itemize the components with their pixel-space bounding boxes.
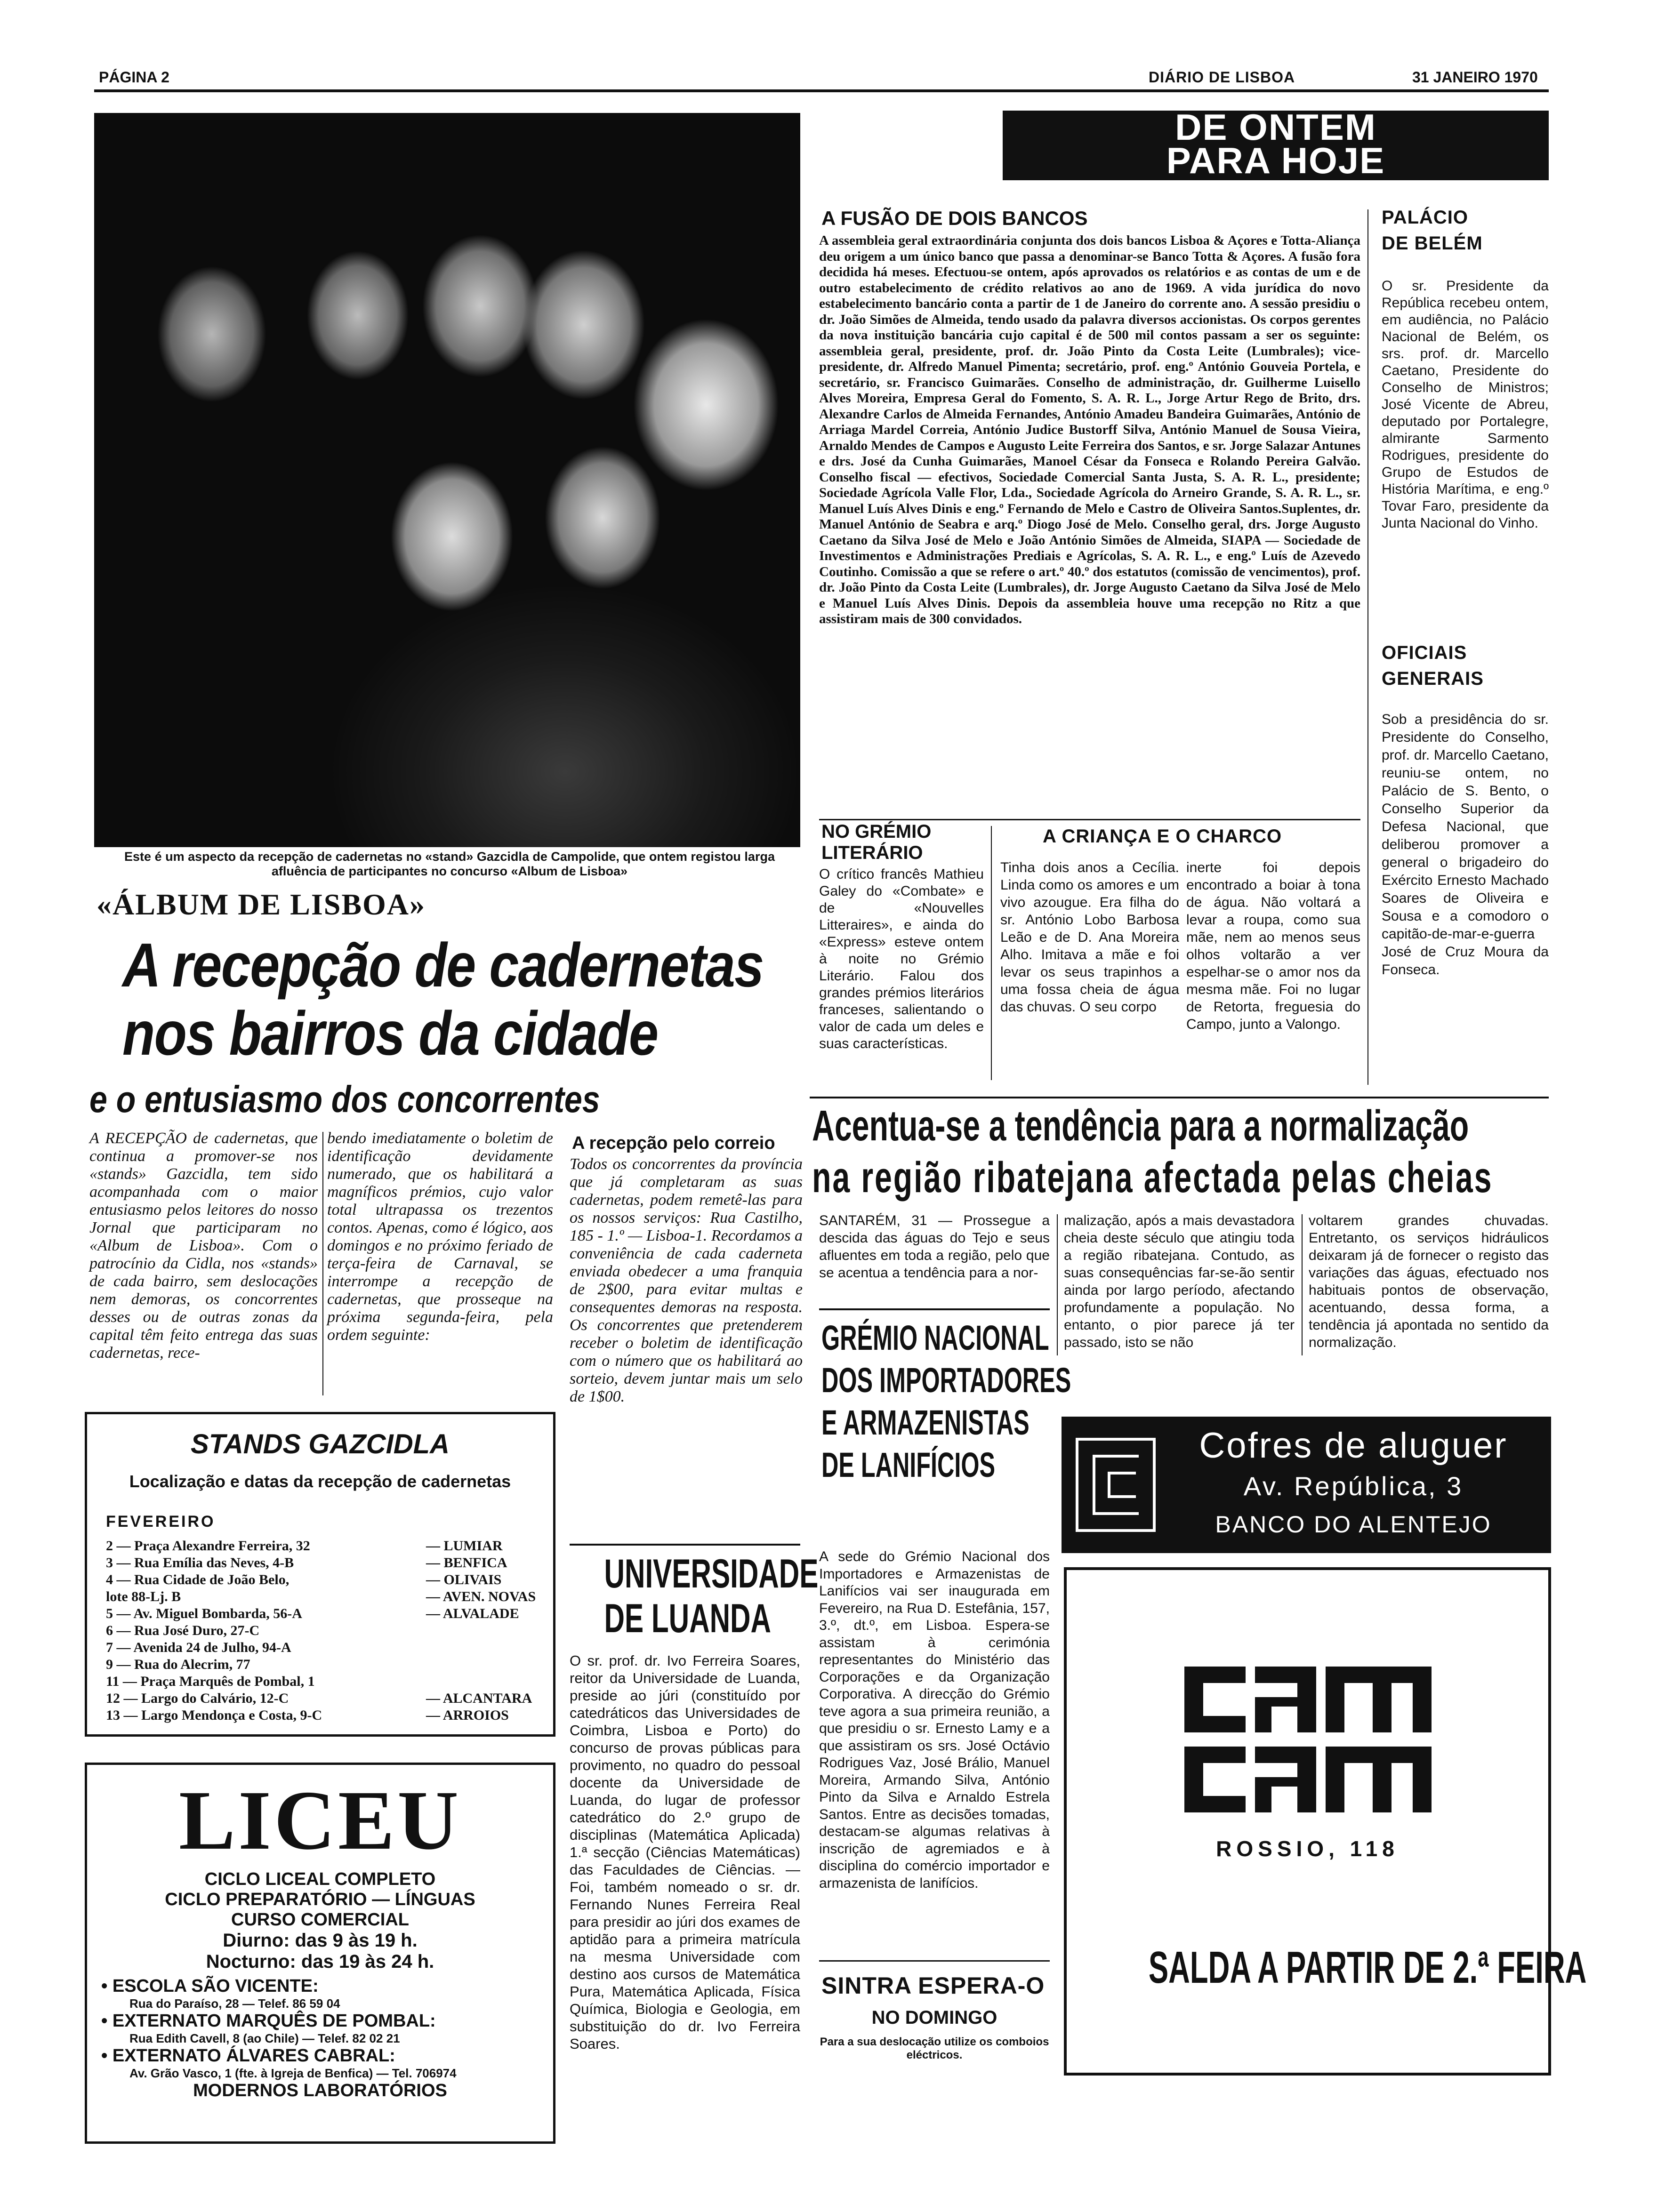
cheias-col-2: malização, após a mais devastadora cheia deste século que atingiu toda a região ribatejana. Contudo, as suas consequências far-se-ão sentir ainda por largo período, afectando profundamente a população. No entanto, o pior parece já ter passado, isto se não [1064, 1213, 1295, 1350]
gremio-lit-head-1: NO GRÉMIO [821, 821, 932, 842]
album-headline-2: nos bairros da cidade [122, 999, 658, 1068]
gremio-nac-head-3: E ARMAZENISTAS [821, 1403, 1030, 1442]
palacio-head-2: DE BELÉM [1382, 233, 1483, 254]
univ-rule [570, 1544, 800, 1546]
bancos-head: A FUSÃO DE DOIS BANCOS [821, 207, 1088, 229]
liceu-school-1: • ESCOLA SÃO VICENTE: [101, 1976, 319, 1996]
palacio-text: O sr. Presidente da República recebeu ontem, em audiência, no Palácio Nacional de Belém, os srs. prof. dr. Marcello Caetano, Presidente do Conselho de Ministros; José Vicente de Abreu, deputado por Portalegre, almirante Sarmento Rodrigues, presidente do Grupo de Estudos de História Marítima, e eng.º Tovar Faro, presidente da Junta Nacional do Vinho. [1382, 278, 1549, 531]
gremio-nac-head-2: DOS IMPORTADORES [821, 1361, 1071, 1400]
gremio-lit-col-rule [991, 826, 992, 1080]
univ-title-1: UNIVERSIDADE [604, 1551, 819, 1596]
liceu-title: LICEU [178, 1773, 462, 1867]
liceu-line-1: CICLO LICEAL COMPLETO [204, 1869, 436, 1889]
sintra-head: SINTRA ESPERA-O [821, 1972, 1045, 1999]
crianca-col-2: inerte foi depois encontrado a boiar à tona de água. Não voltará a levar a roupa, como sua mãe, nem ao menos seus olhos voltarão a ver espelhar-se o amor nos da mesma mãe. Foi no lugar de Retorta, freguesia do Campo, junto a Valongo. [1186, 860, 1360, 1032]
list-item: 7 — Avenida 24 de Julho, 94-A [106, 1640, 291, 1655]
list-item: 2 — Praça Alexandre Ferreira, 32 — LUMIAR [106, 1538, 503, 1554]
gremio-nac-head-1: GRÉMIO NACIONAL [821, 1318, 1049, 1357]
newspaper-name: DIÁRIO DE LISBOA [1149, 69, 1295, 86]
list-item: 5 — Av. Miguel Bombarda, 56-A — ALVALADE [106, 1606, 519, 1621]
album-subhead: e o entusiasmo dos concorrentes [89, 1078, 600, 1120]
list-item: 12 — Largo do Calvário, 12-C — ALCANTARA [106, 1691, 532, 1706]
issue-date: 31 JANEIRO 1970 [1412, 69, 1538, 86]
list-item: 9 — Rua do Alecrim, 77 [106, 1657, 250, 1672]
cofres-ad [1062, 1417, 1551, 1553]
album-headline-1: A recepção de cadernetas [122, 930, 764, 1000]
cancan-address: ROSSIO, 118 [1216, 1836, 1399, 1861]
cheias-col-3: voltarem grandes chuvadas. Entretanto, os serviços hidráulicos deixaram já de fornecer o registo das variações das águas, efectuado nos habituais pontos de observação, acentuando, dessa forma, a tendência já apontada no sentido da normalização. [1309, 1213, 1549, 1350]
gremio-nac-text: A sede do Grémio Nacional dos Importadores e Armazenistas de Lanifícios vai ser inaugurada em Fevereiro, na Rua D. Estefânia, 157, 3.º, dt.º, em Lisboa. Espera-se assistam à cerimónia representantes do Ministério das Corporações e da Organização Corporativa. A direcção do Grémio teve agora a sua primeira reunião, a que presidiu o sr. Ernesto Lamy e a que assistiram os srs. José Octávio Rodrigues Vaz, José Brálio, Manuel Moreira, Armando Silva, António Pinto da Silva e Arnaldo Estrela Santos. Entre as decisões tomadas, destacam-se algumas relativas à inscrição de agremiados e à disciplina do comércio importador e armazenista de lanifícios. [819, 1549, 1050, 1891]
ontem-banner-line-1: DE ONTEM [1175, 106, 1376, 148]
gremio-lit-head-2: LITERÁRIO [821, 842, 923, 863]
liceu-school-2: • EXTERNATO MARQUÊS DE POMBAL: [101, 2011, 436, 2031]
oficiais-head-2: GENERAIS [1382, 668, 1484, 689]
oficiais-text: Sob a presidência do sr. Presidente do Conselho, prof. dr. Marcello Caetano, reuniu-se ontem, no Palácio de S. Bento, o Conselho Superior da Defesa Nacional, que deliberou promover a general o brigadeiro do Exército Ernesto Machado Soares de Oliveira e Sousa e a comodoro o capitão-de-mar-e-guerra José de Cruz Moura da Fonseca. [1382, 712, 1549, 978]
crianca-head: A CRIANÇA E O CHARCO [1043, 826, 1282, 847]
univ-title-2: DE LUANDA [604, 1596, 772, 1641]
liceu-line-4: Diurno: das 9 às 19 h. [223, 1930, 418, 1951]
page-number: PÁGINA 2 [99, 69, 169, 86]
list-item: 13 — Largo Mendonça e Costa, 9-C — ARROIOS [106, 1707, 509, 1723]
cheias-col-rule-2 [1302, 1214, 1303, 1355]
list-item: 3 — Rua Emília das Neves, 4-B — BENFICA [106, 1555, 507, 1571]
liceu-line-3: CURSO COMERCIAL [231, 1910, 409, 1930]
cofres-line-2: Av. República, 3 [1243, 1471, 1464, 1501]
liceu-addr-1: Rua do Paraíso, 28 — Telef. 86 59 04 [129, 1996, 340, 2011]
cancan-logo [1184, 1667, 1432, 1824]
list-item: 11 — Praça Marquês de Pombal, 1 [106, 1674, 315, 1689]
liceu-addr-3: Av. Grão Vasco, 1 (fte. à Igreja de Benfica) — Tel. 706974 [129, 2066, 457, 2080]
ontem-banner [1003, 106, 1549, 181]
sintra-rule [819, 1960, 1050, 1962]
cheias-col-rule-1 [1057, 1214, 1058, 1355]
side-rule [1367, 209, 1368, 1085]
stands-list [106, 1538, 534, 1724]
cheias-col-1: SANTARÉM, 31 — Prossegue a descida das águas do Tejo e seus afluentes em toda a região, pelo que se acentua a tendência para a nor- [819, 1213, 1050, 1281]
univ-text: O sr. prof. dr. Ivo Ferreira Soares, reitor da Universidade de Luanda, preside ao júri (constituído por catedráticos das Universidades de Coimbra, Lisboa e Porto) do concurso de provas públicas para provimento, no quadro do pessoal docente da Universidade de Luanda, do lugar de professor catedrático do 2.º grupo de disciplinas (Matemática Aplicada) 1.ª secção (Ciências Matemáticas) das Faculdades de Ciências. — Foi, também nomeado o sr. dr. Fernando Nunes Ferreira Real para presidir ao júri dos exames de aptidão para a primeira matrícula na mesma Universidade com destino aos cursos de Matemática Pura, Matemática Aplicada, Física Química, Biologia e Geologia, em substituição do dr. Ivo Ferreira Soares. [570, 1652, 800, 2052]
cofres-line-3: BANCO DO ALENTEJO [1215, 1511, 1492, 1538]
album-col-2: bendo imediatamente o boletim de identificação devidamente numerado, que os habilitará a magníficos prémios, cujo valor total ultrapassa os trezentos contos. Apenas, como é lógico, aos domingos e no próximo feriado de terça-feira de Carnaval, se interrompe a recepção de cadernetas, que prosseque na próxima segunda-feira, pela ordem seguinte: [327, 1130, 553, 1344]
stands-month: FEVEREIRO [106, 1513, 216, 1531]
cofres-logo [1076, 1438, 1156, 1532]
col-rule [322, 1132, 323, 1395]
gremio-nac-rule [819, 1308, 1050, 1310]
list-item: lote 88-Lj. B — AVEN. NOVAS [106, 1589, 536, 1604]
liceu-line-2: CICLO PREPARATÓRIO — LÍNGUAS [165, 1890, 475, 1909]
cofres-line-1: Cofres de aluguer [1199, 1426, 1508, 1466]
list-item: 4 — Rua Cidade de João Belo, — OLIVAIS [106, 1572, 502, 1587]
stands-gazcidla-box [85, 1412, 555, 1737]
crianca-col-1: Tinha dois anos a Cecília. Linda como os amores e um vivo azougue. Era filha do sr. António Lobo Barbosa Leão e de D. Ana Moreira Alho. Imitava a mãe e foi levar os seus trapinhos a uma fossa cheia de água das chuvas. O seu corpo [1000, 860, 1179, 1015]
stands-title: STANDS GAZCIDLA [191, 1429, 450, 1459]
gremio-lit-text: O crítico francês Mathieu Galey do «Combate» e de «Nouvelles Litteraires», e ainda do «Express» esteve ontem à noite no Grémio Literário. Falou dos grandes prémios literários franceses, salientando o valor de cada um deles e suas características. [819, 866, 984, 1051]
cheias-headline-2: na região ribatejana afectada pelas cheias [812, 1154, 1493, 1202]
album-kicker: «ÁLBUM DE LISBOA» [97, 888, 426, 921]
mail-text: Todos os concorrentes da província que já completaram as suas cadernetas, podem remetê-las para os nossos serviços: Rua Castilho, 185 - 1.º — Lisboa-1. Recordamos a conveniência de cada caderneta enviada obedecer a uma franquia de 2$00, para evitar multas e consequentes demoras na resposta. Os concorrentes que pretenderem receber o boletim de identificação com o número que os habilitará ao sorteio, devem juntar mais um selo de 1$00. [570, 1155, 803, 1405]
liceu-ad [85, 1763, 555, 2144]
cancan-sale: SALDA A PARTIR DE 2.ª FEIRA [1148, 1942, 1587, 1993]
album-col-1: A RECEPÇÃO de cadernetas, que continua a promover-se nos «stands» Gazcidla, tem sido acompanhada com o maior entusiasmo pelos leitores do nosso Jornal que participaram no «Album de Lisboa». Com o patrocínio da Cidla, nos «stands» de cada bairro, sem deslocações nem demoras, os concorrentes desses ou de outras zonas da capital têm feito entrega das suas cadernetas, rece- [89, 1130, 318, 1362]
photo-caption: Este é um aspecto da recepção de cadernetas no «stand» Gazcidla de Campolide, que ontem registou larga afluência de participantes no concurso «Album de Lisboa» [124, 850, 775, 878]
sintra-sub: NO DOMINGO [871, 2007, 997, 2028]
liceu-line-5: Nocturno: das 19 às 24 h. [206, 1951, 434, 1972]
news-photo [94, 113, 800, 847]
liceu-school-3: • EXTERNATO ÁLVARES CABRAL: [101, 2046, 395, 2066]
ontem-banner-line-2: PARA HOJE [1166, 140, 1385, 181]
cancan-ad [1064, 1567, 1587, 2076]
cheias-headline-1: Acentua-se a tendência para a normalização [812, 1102, 1469, 1150]
gremio-nac-head-4: DE LANIFÍCIOS [821, 1445, 996, 1484]
palacio-head-1: PALÁCIO [1382, 207, 1469, 228]
cheias-rule-top [810, 1097, 1549, 1098]
stands-subtitle: Localização e datas da recepção de cadernetas [129, 1472, 511, 1491]
liceu-footer: MODERNOS LABORATÓRIOS [193, 2081, 447, 2100]
list-item: 6 — Rua José Duro, 27-C [106, 1623, 260, 1638]
liceu-addr-2: Rua Edith Cavell, 8 (ao Chile) — Telef. 82 02 21 [129, 2031, 400, 2045]
bancos-text: A assembleia geral extraordinária conjunta dos dois bancos Lisboa & Açores e Totta-Aliança deu origem a um único banco que passa a denominar-se Banco Totta & Açores. A fusão fora decidida há meses. Efectuou-se ontem, após aprovados os relatórios e as contas de um e de outro estabelecimento de crédito relativos ao ano de 1969. A vida jurídica do novo estabelecimento bancário conta a partir de 1 de Janeiro do corrente ano. A sessão presidiu o dr. João Simões de Almeida, tendo usado da palavra diversos accionistas. Os corpos gerentes da nova instituição bancária cujo capital é de 500 mil contos passam a ser os seguinte: assembleia geral, presidente, prof. dr. João Pinto da Costa Leite (Lumbrales); vice-presidente, dr. Alfredo Manuel Pimenta; secretário, prof. eng.º António Gouveia Portela, e secretário, sr. Francisco Guimarães. Conselho de administração, dr. Guilherme Luisello Alves Moreira, Empresa Geral do Fomento, S. A. R. L., Jorge Artur Rego de Brito, drs. Alexandre Carlos de Almeida Fernandes, António Amadeu Bandeira Guimarães, António de Arriaga Mardel Correia, António Judice Bustorff Silva, António Manuel de Sousa Vieira, Arnaldo Mendes de Campos e Augusto Leite Ferreira dos Santos, e sr. Jorge Salazar Antunes e drs. José da Cunha Guimarães, Manoel César da Fonseca e Rolando Pereira Galvão. Conselho fiscal — efectivos, Sociedade Comercial Santa Justa, S. A. R. L., presidente; Sociedade Agrícola Valle Flor, Lda., Sociedade Agrícola do Arneiro Grande, S. A. R. L., sr. Manuel Luís Alves Dinis e eng.º Fernando de Melo e Castro de Oliveira Santos.Suplentes, dr. Manuel António de Seabra e arq.º Diogo José de Melo. Conselho geral, drs. Jorge Augusto Caetano da Silva José de Melo e João António Simões de Almeida, SIAPA — Sociedade de Investimentos e Administrações Prediais e Agrícolas, S. A. R. L., e eng.º Luís de Azevedo Coutinho. Comissão a que se refere o art.º 40.º dos estatutos (comissão de vencimentos), prof. dr. João Pinto da Costa Leite (Lumbrales), dr. Jorge Augusto Caetano da Silva José de Melo e Manuel Luís Alves Dinis. Depois da assembleia houve uma recepção no Ritz a que assistiram mais de 300 convidados. [819, 233, 1360, 626]
sintra-text: Para a sua deslocação utilize os comboios eléctricos. [820, 2036, 1049, 2061]
mail-head: A recepção pelo correio [572, 1133, 775, 1153]
gremio-lit-rule [819, 819, 1360, 820]
oficiais-head-1: OFICIAIS [1382, 642, 1467, 663]
header-rule [94, 89, 1549, 92]
